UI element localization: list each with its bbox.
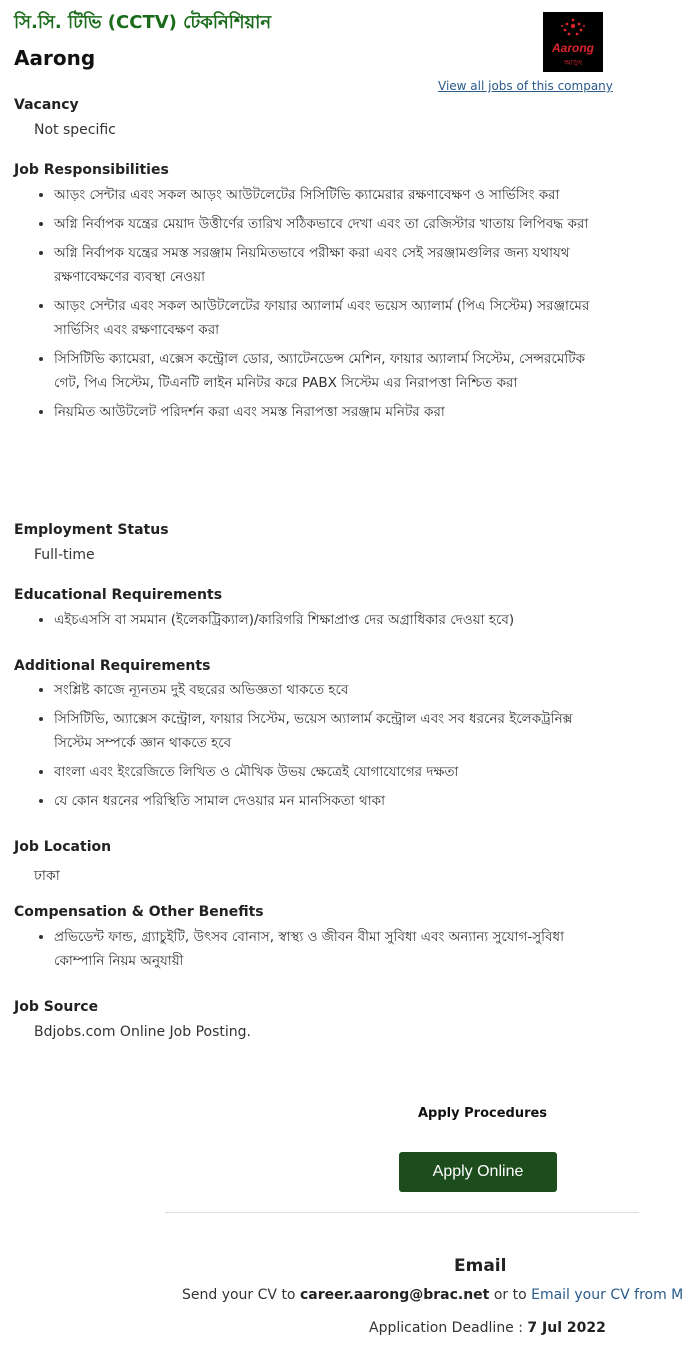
education-heading: Educational Requirements [14, 587, 223, 603]
send-prefix: Send your CV to [182, 1287, 296, 1303]
company-name[interactable]: Aarong [14, 46, 96, 70]
list-item: • নিয়মিত আউটলেট পরিদর্শন করা এবং সমস্ত নিরাপত্তা সরঞ্জাম মনিটর করা [54, 400, 614, 424]
list-item: • আড়ং সেন্টার এবং সকল আড়ং আউটলেটের সিসিটিভি ক্যামেরার রক্ষণাবেক্ষণ ও সার্ভিসিং করা [54, 183, 614, 207]
apply-online-button[interactable]: Apply Online [399, 1152, 557, 1192]
list-item: • সংশ্লিষ্ট কাজে ন্যূনতম দুই বছরের অভিজ্ঞতা থাকতে হবে [54, 678, 614, 702]
compensation-heading: Compensation & Other Benefits [14, 904, 264, 920]
view-all-jobs-link[interactable]: View all jobs of this company [438, 79, 613, 93]
education-list [14, 608, 614, 637]
vacancy-heading: Vacancy [14, 97, 79, 113]
logo-sub-text: আড়ং [563, 58, 583, 67]
email-heading: Email [454, 1256, 507, 1276]
email-instructions [182, 1287, 683, 1303]
employment-heading: Employment Status [14, 522, 169, 538]
compensation-list [14, 925, 614, 978]
source-heading: Job Source [14, 999, 99, 1015]
responsibilities-heading: Job Responsibilities [14, 162, 169, 178]
location-heading: Job Location [14, 839, 112, 855]
vacancy-value: Not specific [34, 122, 116, 138]
list-item: • যে কোন ধরনের পরিস্থিতি সামাল দেওয়ার মন মানসিকতা থাকা [54, 789, 614, 813]
employment-value: Full-time [34, 547, 95, 563]
divider [165, 1212, 639, 1213]
list-item: • অগ্নি নির্বাপক যন্ত্রের সমস্ত সরঞ্জাম নিয়মিতভাবে পরীক্ষা করা এবং সেই সরঞ্জামগুলির জন্য যথাযথ রক্ষণাবেক্ষণের ব্যবস্থা নেওয়া [54, 241, 614, 289]
list-item: • সিসিটিভি, অ্যাক্সেস কন্ট্রোল, ফায়ার সিস্টেম, ভয়েস অ্যালার্ম কন্ট্রোল এবং সব ধরনের ইলেকট্রনিক্স সিস্টেম সম্পর্কে জ্ঞান থাকতে হবে [54, 707, 614, 755]
job-title: সি.সি. টিভি (CCTV) টেকনিশিয়ান [14, 12, 272, 33]
email-address[interactable]: career.aarong@brac.net [299, 1287, 490, 1303]
list-item: • এইচএসসি বা সমমান (ইলেকট্রিক্যাল)/কারিগরি শিক্ষাপ্রাপ্ত দের অগ্রাধিকার দেওয়া হবে) [54, 608, 614, 632]
application-deadline [369, 1320, 606, 1336]
source-value: Bdjobs.com Online Job Posting. [34, 1024, 251, 1040]
deadline-label: Application Deadline : [369, 1320, 523, 1336]
deadline-value: 7 Jul 2022 [527, 1320, 606, 1336]
email-cv-link[interactable]: Email your CV from M [531, 1287, 683, 1303]
apply-procedures-heading: Apply Procedures [418, 1106, 548, 1121]
company-logo[interactable] [543, 12, 603, 72]
responsibilities-list [14, 183, 614, 429]
list-item: • অগ্নি নির্বাপক যন্ত্রের মেয়াদ উত্তীর্ণের তারিখ সঠিকভাবে দেখা এবং তা রেজিস্টার খাতায় লিপিবদ্ধ করা [54, 212, 614, 236]
list-item: • বাংলা এবং ইংরেজিতে লিখিত ও মৌখিক উভয় ক্ষেত্রেই যোগাযোগের দক্ষতা [54, 760, 614, 784]
additional-heading: Additional Requirements [14, 658, 211, 674]
aarong-logo-icon [543, 12, 603, 72]
list-item: • আড়ং সেন্টার এবং সকল আউটলেটের ফায়ার অ্যালার্ম এবং ভয়েস অ্যালার্ম (পিএ সিস্টেম) সরঞ্জামের সার্ভিসিং এবং রক্ষণাবেক্ষণ করা [54, 294, 614, 342]
location-value: ঢাকা [34, 868, 60, 884]
list-item: • সিসিটিভি ক্যামেরা, এক্সেস কন্ট্রোল ডোর, অ্যাটেনডেন্স মেশিন, ফায়ার অ্যালার্ম সিস্টেম, সেন্সরমেটিক গেট, পিএ সিস্টেম, টিএনটি লাইন মনিটর করে PABX সিস্টেম এর নিরাপত্তা নিশ্চিত করা [54, 347, 614, 395]
list-item: • প্রভিডেন্ট ফান্ড, গ্র্যাচুইটি, উৎসব বোনাস, স্বাস্থ্য ও জীবন বীমা সুবিধা এবং অন্যান্য সুযোগ-সুবিধা কোম্পানি নিয়ম অনুযায়ী [54, 925, 614, 973]
logo-text: Aarong [552, 41, 594, 55]
or-text: or to [493, 1287, 527, 1303]
additional-list [14, 678, 614, 818]
